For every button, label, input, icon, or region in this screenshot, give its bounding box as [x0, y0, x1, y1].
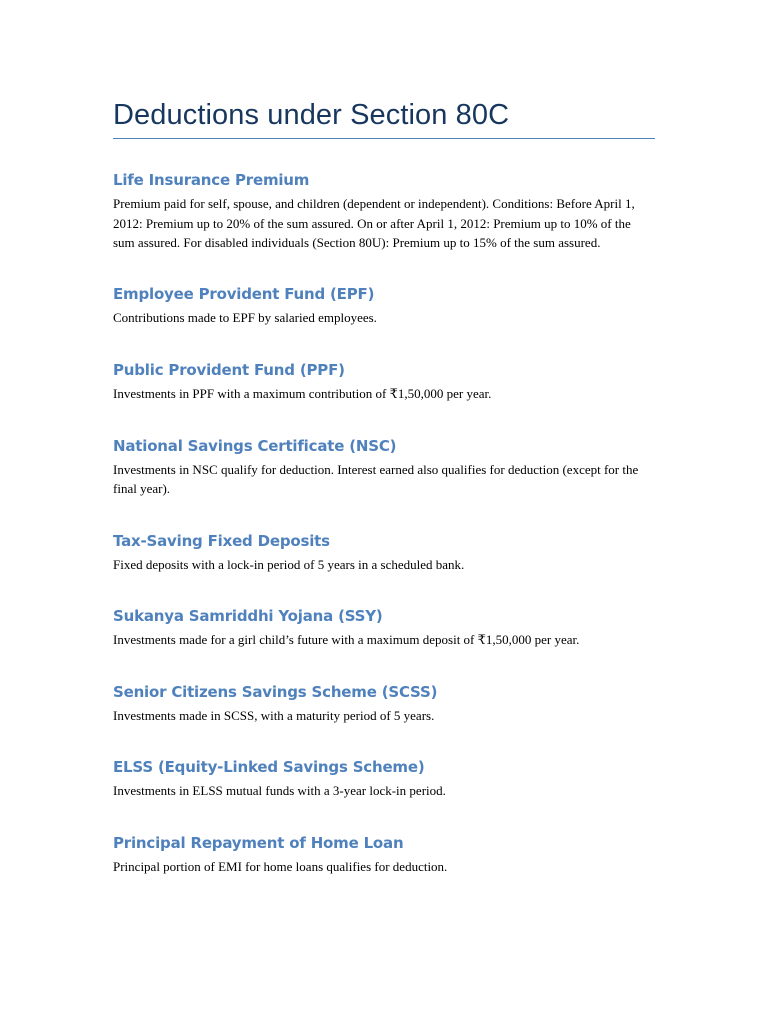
title-underline — [113, 138, 655, 139]
section-heading: Life Insurance Premium — [113, 171, 310, 189]
section-body: Investments in PPF with a maximum contribution of ₹1,50,000 per year. — [113, 386, 492, 401]
section-life-insurance — [113, 170, 655, 253]
section-tax-saving-fd — [113, 531, 655, 575]
section-ssy — [113, 606, 655, 650]
section-ppf — [113, 360, 655, 404]
section-body: Fixed deposits with a lock-in period of 5 years in a scheduled bank. — [113, 556, 465, 572]
section-heading: ELSS (Equity-Linked Savings Scheme) — [113, 758, 425, 776]
section-body: Premium paid for self, spouse, and children (dependent or independent). Conditions: Before April 1, 2012: Premium up to 20% of the sum assured. On or after April 1, 2012: Premium up to 10% of the sum assured. For disabled individuals (Section 80U): Premium up to 15% of the sum assured. — [113, 196, 635, 250]
section-nsc — [113, 436, 655, 499]
section-body: Investments in NSC qualify for deduction. Interest earned also qualifies for deduction (except for the final year). — [113, 461, 639, 496]
section-heading: Tax-Saving Fixed Deposits — [113, 531, 330, 550]
section-heading: Public Provident Fund (PPF) — [113, 361, 345, 379]
document-page — [113, 96, 655, 876]
section-heading: Principal Repayment of Home Loan — [113, 833, 404, 852]
section-heading: Employee Provident Fund (EPF) — [113, 284, 375, 303]
document-title: Deductions under Section 80C — [113, 99, 510, 131]
section-body: Investments in ELSS mutual funds with a 3-year lock-in period. — [113, 783, 446, 798]
section-body: Contributions made to EPF by salaried employees. — [113, 309, 377, 325]
section-body: Principal portion of EMI for home loans qualifies for deduction. — [113, 858, 448, 874]
section-heading: Sukanya Samriddhi Yojana (SSY) — [113, 607, 383, 625]
section-body: Investments made in SCSS, with a maturity period of 5 years. — [113, 707, 435, 723]
section-elss — [113, 757, 655, 801]
section-heading: National Savings Certificate (NSC) — [113, 436, 397, 455]
section-home-loan — [113, 833, 655, 877]
section-scss — [113, 682, 655, 726]
section-body: Investments made for a girl child’s future with a maximum deposit of ₹1,50,000 per year. — [113, 632, 580, 647]
section-heading: Senior Citizens Savings Scheme (SCSS) — [113, 682, 438, 701]
section-epf — [113, 284, 655, 328]
